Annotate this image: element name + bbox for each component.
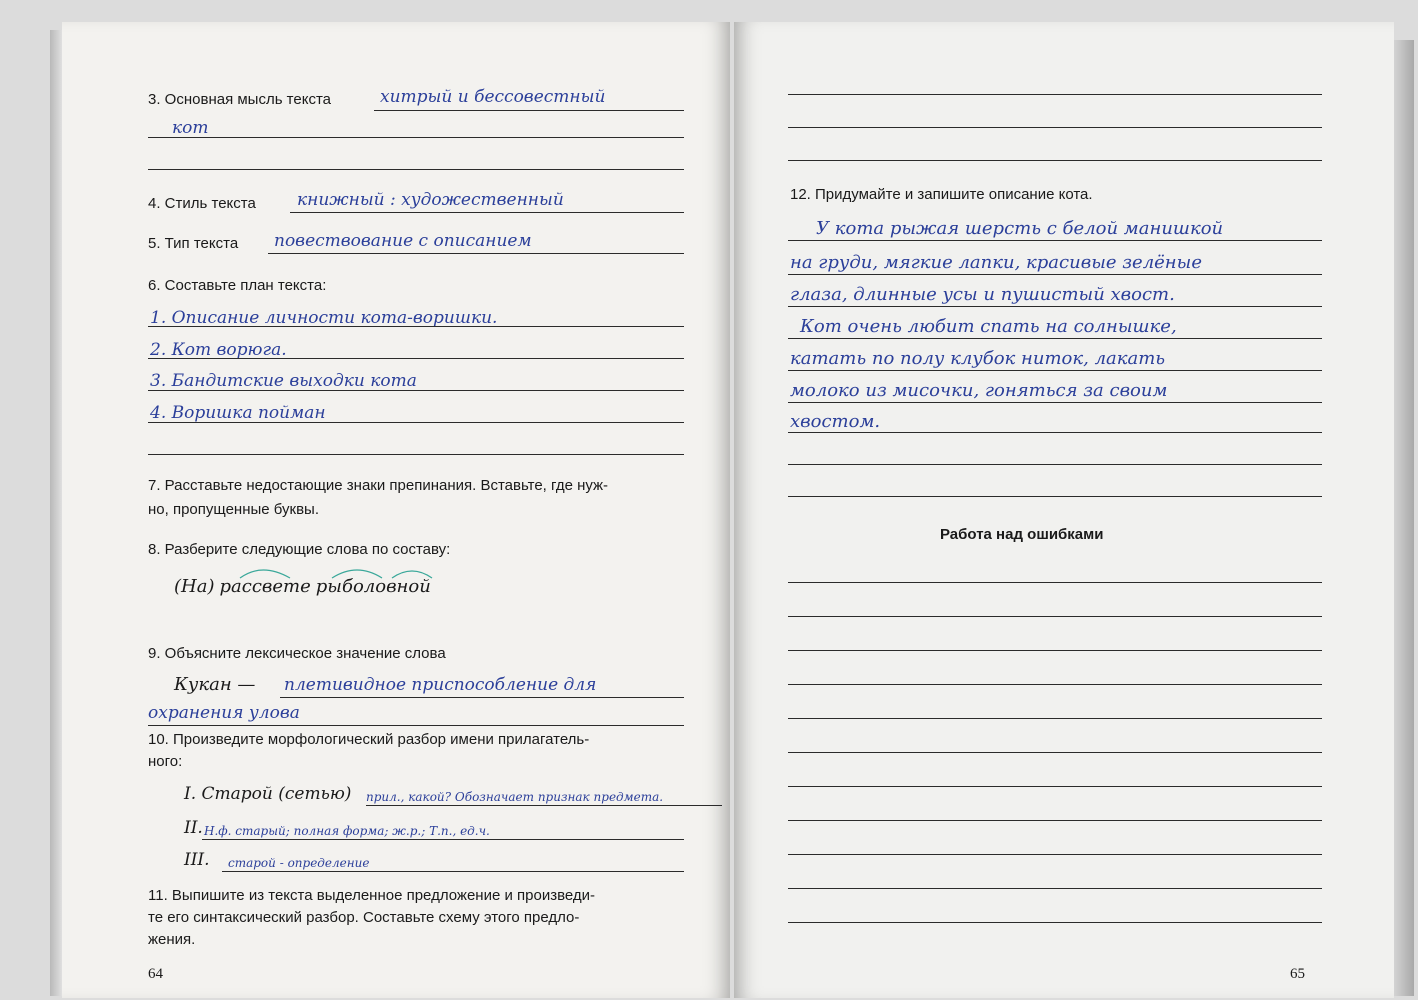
q6-label: 6. Составьте план текста: <box>148 277 327 294</box>
answer-line <box>788 582 1322 583</box>
q8-word2: рыболовной <box>315 576 431 597</box>
answer-line <box>788 240 1322 241</box>
answer-line <box>788 464 1322 465</box>
answer-line <box>148 422 684 423</box>
q5-answer: повествование с описанием <box>274 231 532 251</box>
q10-row3-label: III. <box>184 850 210 870</box>
answer-line <box>148 358 684 359</box>
answer-line <box>788 786 1322 787</box>
q7-line1: 7. Расставьте недостающие знаки препинания. Вставьте, где нуж- <box>148 477 609 494</box>
q8-word1: рассвете <box>219 576 311 597</box>
answer-line <box>788 752 1322 753</box>
answer-line <box>148 326 684 327</box>
q9-answer-line2: охранения улова <box>148 703 300 723</box>
answer-line <box>148 725 684 726</box>
answer-line <box>788 306 1322 307</box>
q6-item: 3. Бандитские выходки кота <box>150 371 417 391</box>
answer-line <box>788 496 1322 497</box>
q7-line2: но, пропущенные буквы. <box>148 501 320 518</box>
answer-line <box>788 370 1322 371</box>
left-page <box>62 22 730 998</box>
q12-line: Кот очень любит спать на солнышке, <box>800 316 1177 337</box>
q4-label: 4. Стиль текста <box>148 195 256 212</box>
q10-line2: ного: <box>148 753 183 770</box>
q9-term: Кукан — <box>174 674 256 695</box>
q10-row2-answer: Н.ф. старый; полная форма; ж.р.; Т.п., ед.ч. <box>204 824 490 838</box>
q6-item: 4. Воришка пойман <box>150 403 326 423</box>
q11-line2: те его синтаксический разбор. Составьте схему этого предло- <box>148 909 580 926</box>
errors-heading: Работа над ошибками <box>940 526 1104 543</box>
q3-answer-line2: кот <box>172 118 209 138</box>
answer-line <box>788 274 1322 275</box>
q10-line1: 10. Произведите морфологический разбор имени прилагатель- <box>148 731 590 748</box>
q3-answer-line1: хитрый и бессовестный <box>380 87 606 107</box>
answer-line <box>788 432 1322 433</box>
page-number: 64 <box>148 966 163 982</box>
answer-line <box>788 684 1322 685</box>
q5-label: 5. Тип текста <box>148 235 239 252</box>
answer-line <box>788 616 1322 617</box>
answer-line <box>148 390 684 391</box>
answer-line <box>788 160 1322 161</box>
q10-row1-answer: прил., какой? Обозначает признак предмета. <box>366 790 664 804</box>
answer-line <box>788 854 1322 855</box>
q6-item: 2. Кот ворюга. <box>150 340 287 360</box>
answer-line <box>222 871 684 872</box>
morpheme-marks <box>232 558 472 582</box>
q8-label: 8. Разберите следующие слова по составу: <box>148 541 451 558</box>
answer-line <box>788 888 1322 889</box>
q4-answer: книжный : художественный <box>297 190 564 210</box>
book-edge-right <box>1392 40 1414 996</box>
answer-line <box>788 127 1322 128</box>
answer-line <box>148 169 684 170</box>
q12-line: молоко из мисочки, гоняться за своим <box>790 380 1168 401</box>
answer-line <box>202 839 684 840</box>
answer-line <box>290 212 684 213</box>
answer-line <box>788 820 1322 821</box>
q12-line: хвостом. <box>790 411 881 432</box>
answer-line <box>788 718 1322 719</box>
q6-item: 1. Описание личности кота-воришки. <box>150 308 498 328</box>
answer-line <box>366 805 722 806</box>
q3-label: 3. Основная мысль текста <box>148 91 332 108</box>
answer-line <box>788 338 1322 339</box>
answer-line <box>268 253 684 254</box>
q8-prefix: (На) <box>174 576 215 597</box>
q12-line: У кота рыжая шерсть с белой манишкой <box>816 218 1224 239</box>
answer-line <box>788 650 1322 651</box>
answer-line <box>374 110 684 111</box>
q12-line: глаза, длинные усы и пушистый хвост. <box>790 284 1175 305</box>
answer-line <box>280 697 684 698</box>
q11-line3: жения. <box>148 931 196 948</box>
answer-line <box>788 402 1322 403</box>
q12-label: 12. Придумайте и запишите описание кота. <box>790 186 1093 203</box>
q12-line: на груди, мягкие лапки, красивые зелёные <box>790 252 1202 273</box>
answer-line <box>788 94 1322 95</box>
answer-line <box>148 137 684 138</box>
q10-row2-label: II. <box>184 818 203 838</box>
q12-line: катать по полу клубок ниток, лакать <box>790 348 1166 369</box>
q10-row3-answer: старой - определение <box>228 856 370 870</box>
right-page <box>734 22 1394 998</box>
q11-line1: 11. Выпишите из текста выделенное предложение и произведи- <box>148 887 596 904</box>
q9-label: 9. Объясните лексическое значение слова <box>148 645 446 662</box>
q10-row1-label: I. Старой (сетью) <box>184 784 352 804</box>
answer-line <box>148 454 684 455</box>
page-number: 65 <box>1290 966 1305 982</box>
answer-line <box>788 922 1322 923</box>
q9-answer-line1: плетивидное приспособление для <box>284 675 597 695</box>
